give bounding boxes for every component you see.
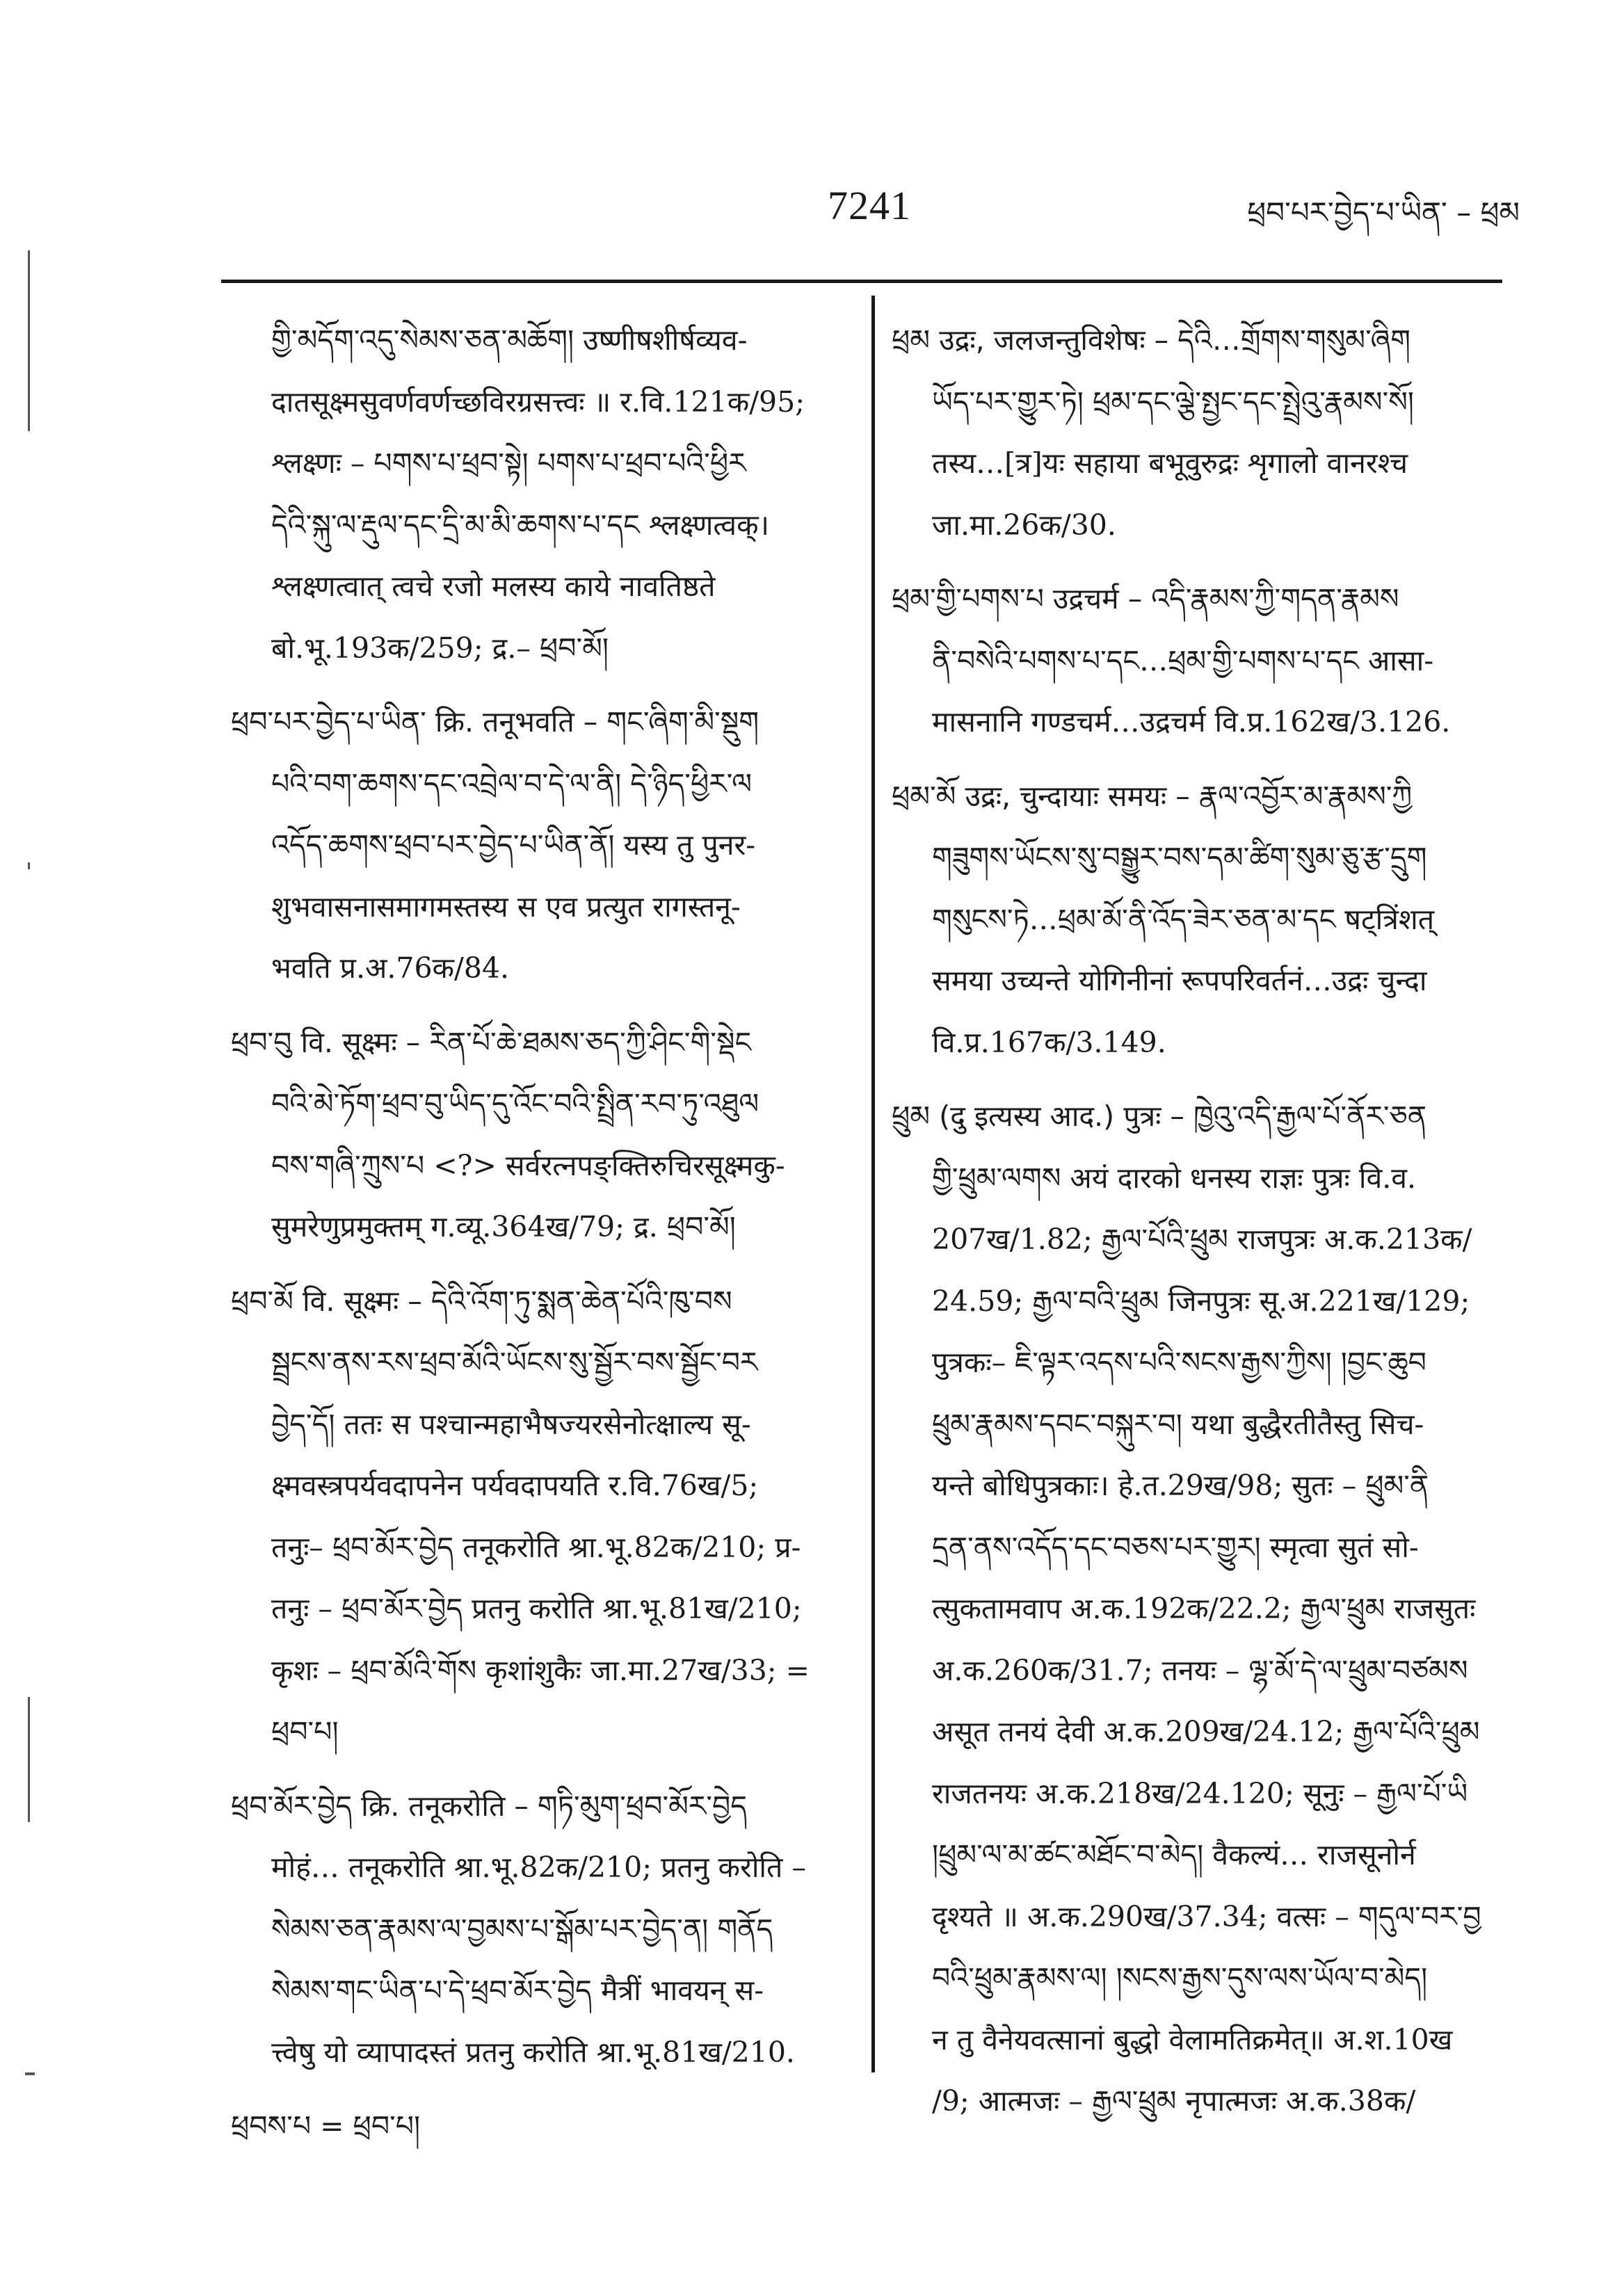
entry-line: जा.मा.26क/30. [932,508,1116,542]
running-head: ཕྲབ་པར་བྱེད་པ་ཡིན་ – ཕྲམ [1247,195,1520,229]
entry-line: मोहं… तनूकरोति श्रा.भू.82क/210; प्रतनु करोति – [271,1851,806,1884]
entry-gap [231,679,849,691]
entry-line: སེམས་ཅན་རྣམས་ལ་བྱམས་པ་སྒོམ་པར་བྱེད་ན། གནོད [271,1912,773,1946]
entry-line: न तु वैनेयवत्सानां बुद्धो वेलामतिक्रमेत्॥ अ.श.10ख [932,2022,1453,2056]
entry-headword-line: ཕྲབ་པར་བྱེད་པ་ཡིན་ क्रि. तनूभवति – གང་ཞིག་མི་སྡུག [231,705,759,739]
page-number: 7241 [828,183,911,228]
margin-mark [28,250,30,431]
entry-line: /9; आत्मजः – རྒྱལ་ཕྲུམ नृपात्मजः अ.क.38क/ [932,2084,1416,2118]
entry-line: བས་གཞི་ཀྲུས་པ <?> सर्वरत्नपङ्क्तिरुचिरसूक्ष्मकु- [271,1148,785,1182]
entry-line: ནི་བསེའི་པགས་པ་དང…ཕྲམ་གྱི་པགས་པ་དང आसा- [932,643,1434,677]
entry-line: སེམས་གང་ཡིན་པ་དེ་ཕྲབ་མོར་བྱེད मैत्रीं भावयन् स- [271,1974,764,2007]
entry-line: གྱི་ཕྲུམ་ལགས अयं दारको धनस्य राज्ञः पुत्रः वि.व. [932,1161,1417,1195]
entry-gap [231,999,849,1012]
entry-line: असूत तनयं देवी अ.क.209ख/24.12; རྒྱལ་པོའི་ཕྲུམ [932,1715,1480,1748]
margin-mark [28,1697,30,1822]
entry-line: 24.59; རྒྱལ་བའི་ཕྲུམ जिनपुत्रः सू.अ.221ख/129; [932,1284,1470,1318]
entry-line: བའི་ཕྲུམ་རྣམས་ལ། །སངས་རྒྱས་དུས་ལས་ཡོལ་བ་མེད། [932,1961,1428,1995]
entry-line: मासनानि गण्डचर्म…उद्रचर्म वि.प्र.162ख/3.126. [932,705,1451,739]
entry-line: པའི་བག་ཆགས་དང་འབྲེལ་བ་དེ་ལ་ནི། དེ་ཉིད་ཕྱིར་ལ [271,766,753,800]
entry-line: །ཕྲུམ་ལ་མ་ཚང་མཐོང་བ་མེད། वैकल्यं… राजसूनोर्न [932,1838,1416,1871]
entry-gap [231,1763,849,1775]
entry-line: གསུངས་ཏེ…ཕྲམ་མོ་ནི་འོད་ཟེར་ཅན་མ་དང षट्त्रिंशत् [932,902,1435,936]
entry-line: 207ख/1.82; རྒྱལ་པོའི་ཕྲུམ राजपुत्रः अ.क.213क/ [932,1223,1472,1256]
entry-line: གཟུགས་ཡོངས་སུ་བསྒྱུར་བས་དམ་ཚིག་སུམ་ཅུ་རྩ་དྲུག [932,841,1427,874]
entry-line: तनुः– ཕྲབ་མོར་བྱེད तनूकरोति श्रा.भू.82क/210; प्र- [271,1530,801,1564]
entry-gap [892,556,1518,568]
entry-headword-line: ཕྲམ་གྱི་པགས་པ उद्रचर्म – འདི་རྣམས་ཀྱི་གདན་རྣམས [892,582,1399,615]
left-column [231,309,849,2157]
entry-line: शुभवासनासमागमस्तस्य स एव प्रत्युत रागस्तनू- [271,889,741,924]
margin-mark [25,2072,35,2075]
entry-line: वि.प्र.167क/3.149. [932,1025,1166,1059]
entry-line: राजतनयः अ.क.218ख/24.120; सूनुः – རྒྱལ་པོ་ཡི [932,1776,1468,1810]
entry-line: कृशः – ཕྲབ་མོའི་གོས कृशांशुकैः जा.मा.27ख/33; = [271,1653,810,1687]
entry-line: त्त्वेषु यो व्यापादस्तं प्रतनु करोति श्रा.भू.81ख/210. [271,2035,795,2069]
margin-mark [28,862,30,869]
entry-line: སྦྲངས་ནས་རས་ཕྲབ་མོའི་ཡོངས་སུ་སྦྱོར་བས་སྦྱོང་བར [271,1346,758,1379]
entry-line: पुत्रकः– ཇི་ལྟར་འདས་པའི་སངས་རྒྱས་ཀྱིས། །བྱང་ཆུབ [932,1346,1426,1379]
entry-line: श्लक्ष्णः – པགས་པ་ཕྲབ་སྟེ། པགས་པ་ཕྲབ་པའི་ཕྱིར [271,446,746,480]
entry-line: क्ष्मवस्त्रपर्यवदापनेन पर्यवदापयति र.वि.76ख/5; [271,1469,759,1502]
entry-headword-line: ཕྲབ་མོ वि. सूक्ष्मः – དེའི་འོག་ཏུ་སྨན་ཆེན་པོའི་ཁུ་བས [231,1284,732,1318]
entry-line: བྱེད་དོ། ततः स पश्चान्महाभैषज्यरसेनोत्क्षाल्य सू- [271,1407,751,1441]
entry-headword-line: ཕྲམ उद्रः, जलजन्तुविशेषः – དེའི…གྲོགས་གསུམ་ཞིག [892,323,1411,357]
header-rule [221,280,1502,283]
entry-gap [892,1073,1518,1086]
entry-line: त्सुकतामवाप अ.क.192क/22.2; རྒྱལ་ཕྲུམ राजसुतः [932,1592,1476,1625]
entry-line: གྱི་མདོག་འདུ་སེམས་ཅན་མཆོག། उष्णीषशीर्षव्यव- [271,323,748,357]
entry-headword-line: ཕྲུམ (दु इत्यस्य आद.) पुत्रः – ཁྱེའུ་འདི་རྒྱལ་པོ་ནོར་ཅན [892,1100,1427,1133]
entry-line: दातसूक्ष्मसुवर्णवर्णच्छविरग्रसत्त्वः ॥ र.वि.121क/95; [271,385,805,419]
entry-line: དེའི་སྐུ་ལ་རྡུལ་དང་དྲི་མ་མི་ཆགས་པ་དང श्लक्ष्णत्वक्। [271,508,770,542]
right-column [892,309,1518,2132]
column-divider [871,296,875,2072]
entry-line: समया उच्यन्ते योगिनीनां रूपपरिवर्तनं…उद्रः चुन्दा [932,964,1427,997]
entry-line: ཕྲུམ་རྣམས་དབང་བསྐུར་བ། यथा बुद्धैरतीतैस्तु सिच- [932,1407,1424,1441]
entry-gap [231,1258,849,1271]
entry-line: ཕྲབ་པ། [271,1715,339,1748]
entry-line: འདོད་ཆགས་ཕྲབ་པར་བྱེད་པ་ཡིན་ནོ། यस्य तु पुनर- [271,828,756,862]
entry-line: ཡོད་པར་གྱུར་ཏེ། ཕྲམ་དང་ལྕེ་སྤྱང་དང་སྤྲེའུ་རྣམས་སོ། [932,385,1414,419]
entry-gap [231,2083,849,2095]
entry-headword-line: ཕྲབ་མོར་བྱེད क्रि. तनूकरोति – གཏི་མུག་ཕྲབ་མོར་བྱེད [231,1789,748,1823]
entry-line: तनुः – ཕྲབ་མོར་བྱེད प्रतनु करोति श्रा.भू.81ख/210; [271,1592,802,1625]
entry-line: अ.क.260क/31.7; तनयः – ལྷ་མོ་དེ་ལ་ཕྲུམ་བཙམས [932,1653,1468,1687]
entry-line: तस्य…[त्र]यः सहाया बभूवुरुद्रः शृगालो वानरश्च [932,446,1408,480]
entry-line: भवति प्र.अ.76क/84. [271,951,510,985]
entry-line: दृश्यते ॥ अ.क.290ख/37.34; वत्सः – གདུལ་བར་བྱ [932,1899,1481,1933]
entry-line: सुमरेणुप्रमुक्तम् ग.व्यू.364ख/79; द्र. ཕྲབ་མོ། [271,1210,736,1243]
entry-line: དྲན་ནས་འདོད་དང་བཅས་པར་གྱུར། स्मृत्वा सुतं सो- [932,1530,1419,1564]
entry-line: བའི་མེ་ཏོག་ཕྲབ་བུ་ཡིད་དུ་འོང་བའི་སྤྲིན་རབ་ཏུ་འཐུལ [271,1087,759,1120]
entry-gap [892,753,1518,766]
entry-headword-line: ཕྲབས་པ = ཕྲབ་པ། [231,2109,421,2143]
entry-headword-line: ཕྲབ་བུ वि. सूक्ष्मः – རིན་པོ་ཆེ་ཐམས་ཅད་ཀྱི་ཤིང་གི་སྡེང [231,1025,752,1059]
entry-line: श्लक्ष्णत्वात् त्वचे रजो मलस्य काये नावतिष्ठते [271,570,716,603]
entry-headword-line: ཕྲམ་མོ उद्रः, चुन्दायाः समयः – རྣལ་འབྱོར་མ་རྣམས་ཀྱི [892,779,1413,813]
entry-line: बो.भू.193क/259; द्र.– ཕྲབ་མོ། [271,631,609,665]
entry-line: यन्ते बोधिपुत्रकाः। हे.त.29ख/98; सुतः – ཕྲུམ་ནི [932,1469,1429,1502]
